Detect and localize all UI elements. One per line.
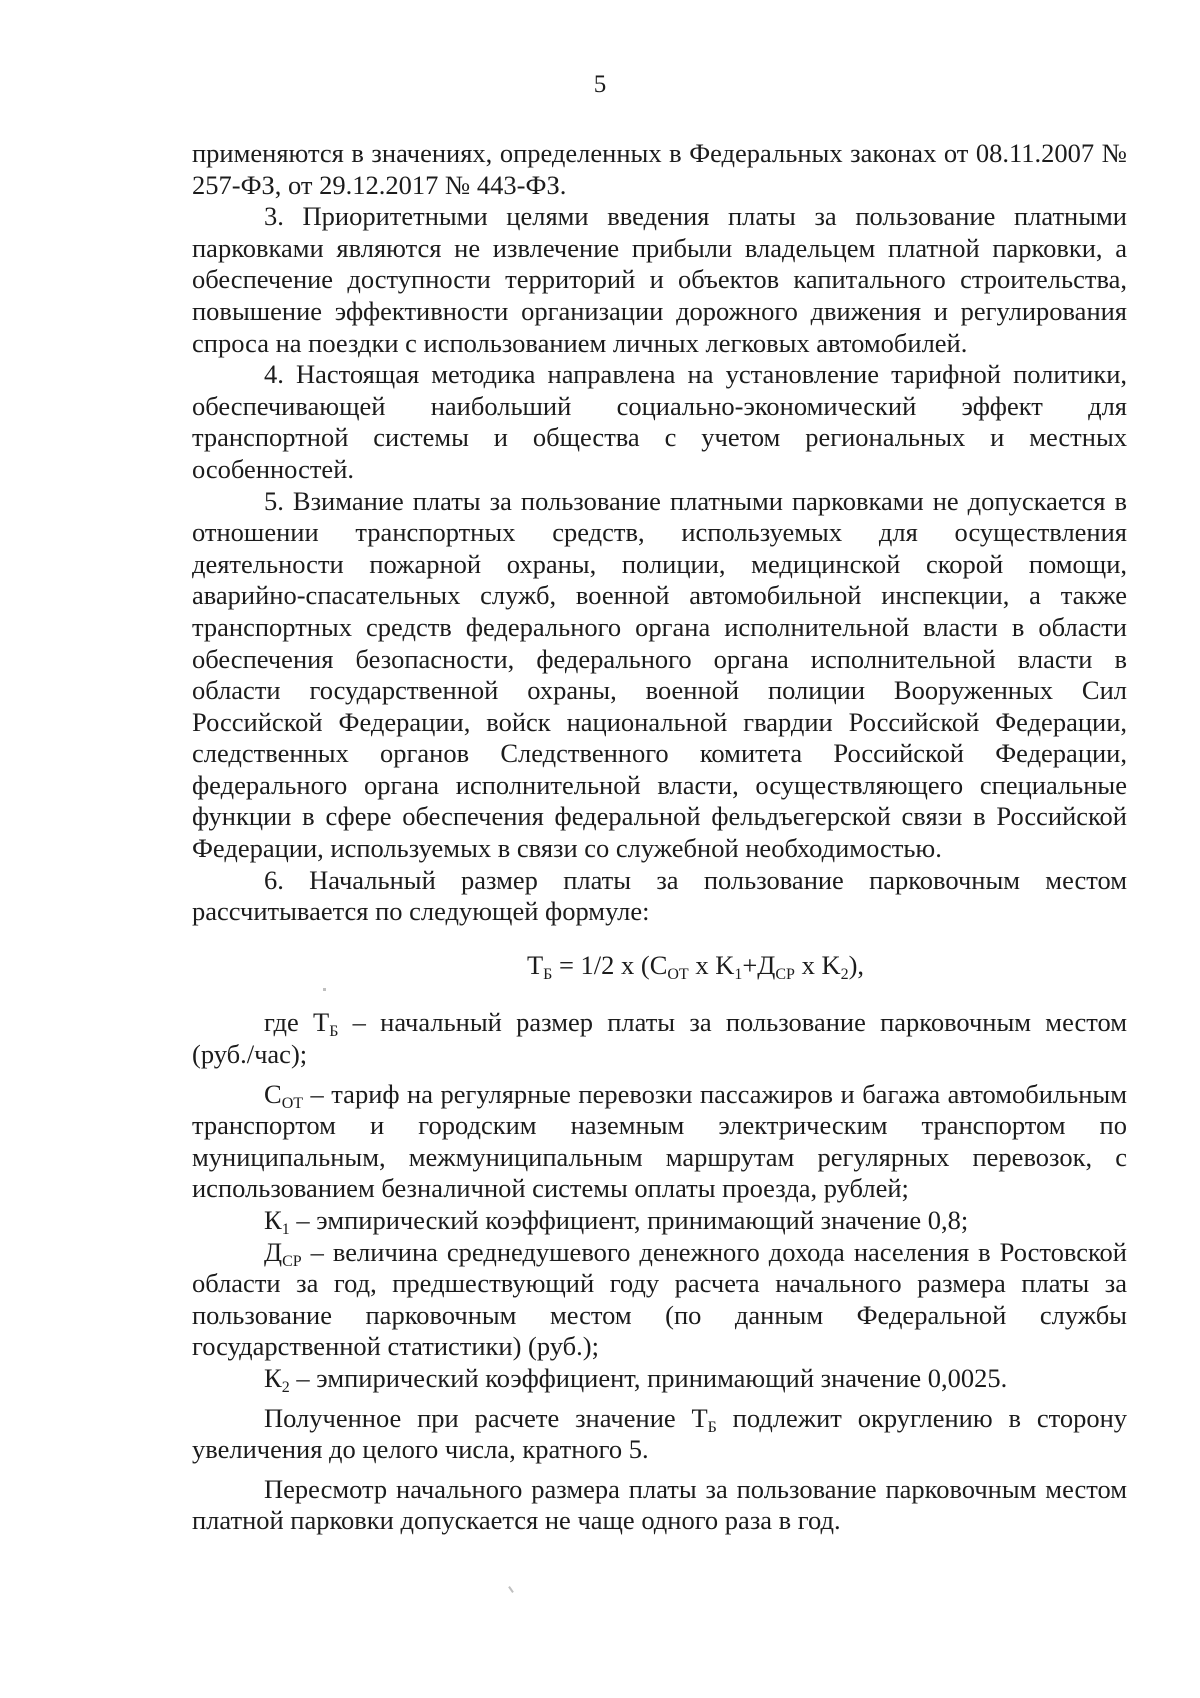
definition-cot-sub: ОТ (281, 1094, 304, 1112)
paragraph-item-6: 6. Начальный размер платы за пользование парковочным местом рассчитывается по следующей формуле: (192, 864, 1127, 927)
definition-dcp-lead: Д (264, 1236, 283, 1267)
formula-mid1: x K (688, 949, 735, 980)
definition-tb-sub: Б (329, 1023, 339, 1041)
definition-k2-text: – эмпирический коэффициент, принимающий значение 0,0025. (289, 1362, 1008, 1393)
formula-mid2: x K (794, 949, 841, 980)
definition-tb (192, 1007, 1127, 1070)
definition-k2 (192, 1363, 1127, 1395)
definition-dcp-sub: СР (282, 1252, 302, 1270)
formula-dcp-sub: СР (775, 965, 795, 983)
definition-k1-lead: К (264, 1205, 282, 1235)
page-number: 5 (593, 71, 607, 98)
definition-dcp (192, 1237, 1127, 1363)
formula-k2-sub: 2 (840, 965, 849, 983)
rounding-text: подлежит округлению в сторону увеличения до целого числа, кратного 5. (192, 1402, 1127, 1465)
formula-plus: +Д (742, 949, 776, 980)
definition-tb-text: – начальный размер платы за пользование парковочным местом (руб./час); (192, 1007, 1127, 1070)
formula-tb-sub: Б (543, 965, 553, 983)
paragraph-revision: Пересмотр начального размера платы за пользование парковочным местом платной парковки допускается не чаще одного раза в год. (192, 1473, 1127, 1536)
paragraph-item-3: 3. Приоритетными целями введения платы за пользование платными парковками являются не извлечение прибыли владельцем платной парковки, а обеспечение доступности территорий и объектов капитального строительства, повышение эффективности организации дорожного движения и регулирования спроса на поездки с использованием личных легковых автомобилей. (192, 201, 1127, 358)
rounding-sub: Б (707, 1418, 717, 1436)
paragraph-rounding (192, 1403, 1127, 1466)
scan-speck (508, 1586, 514, 1593)
definition-dcp-text: – величина среднедушевого денежного дохода населения в Ростовской области за год, предшествующий году расчета начального размера платы за пользование парковочным местом (по данным Федеральной службы государственной статистики) (руб.); (192, 1236, 1127, 1362)
formula-end: ), (848, 949, 865, 980)
definition-cot-lead: С (264, 1078, 282, 1109)
definition-k2-sub: 2 (281, 1378, 290, 1396)
formula (192, 950, 1127, 982)
definition-k1-sub: 1 (281, 1221, 290, 1238)
scan-speck (323, 988, 326, 991)
formula-cot-sub: ОТ (667, 965, 689, 983)
definition-cot (192, 1079, 1127, 1205)
formula-k1-sub: 1 (734, 965, 743, 983)
rounding-lead: Полученное при расчете значение Т (264, 1402, 708, 1433)
definition-k1-text: – эмпирический коэффициент, принимающий значение 0,8; (289, 1205, 969, 1235)
definition-tb-lead: где Т (264, 1007, 330, 1038)
paragraph-item-4: 4. Настоящая методика направлена на установление тарифной политики, обеспечивающей наибольший социально-экономический эффект для транспортной системы и общества с учетом региональных и местных особенностей. (192, 359, 1127, 484)
document-body (192, 138, 1127, 1537)
paragraph-intro: применяются в значениях, определенных в Федеральных законах от 08.11.2007 № 257-ФЗ, от 29.12.2017 № 443-ФЗ. (192, 138, 1127, 200)
definition-cot-text: – тариф на регулярные перевозки пассажиров и багажа автомобильным транспортом и городским наземным электрическим транспортом по муниципальным, межмуниципальным маршрутам регулярных перевозок, с использованием безналичной системы оплаты проезда, рублей; (192, 1078, 1127, 1204)
formula-tb: Т (526, 949, 544, 980)
definition-k1 (192, 1205, 1127, 1237)
paragraph-item-5: 5. Взимание платы за пользование платными парковками не допускается в отношении транспортных средств, используемых для осуществления деятельности пожарной охраны, полиции, медицинской скорой помощи, аварийно-спасательных служб, военной автомобильной инспекции, а также транспортных средств федерального органа исполнительной власти в области обеспечения безопасности, федерального органа исполнительной власти в области государственной охраны, военной полиции Вооруженных Сил Российской Федерации, войск национальной гвардии Российской Федерации, следственных органов Следственного комитета Российской Федерации, федерального органа исполнительной власти, осуществляющего специальные функции в сфере обеспечения федеральной фельдъегерской связи в Российской Федерации, используемых в связи со служебной необходимостью. (192, 485, 1127, 864)
formula-eq: = 1/2 x (С (552, 949, 668, 980)
definition-k2-lead: К (264, 1362, 282, 1393)
